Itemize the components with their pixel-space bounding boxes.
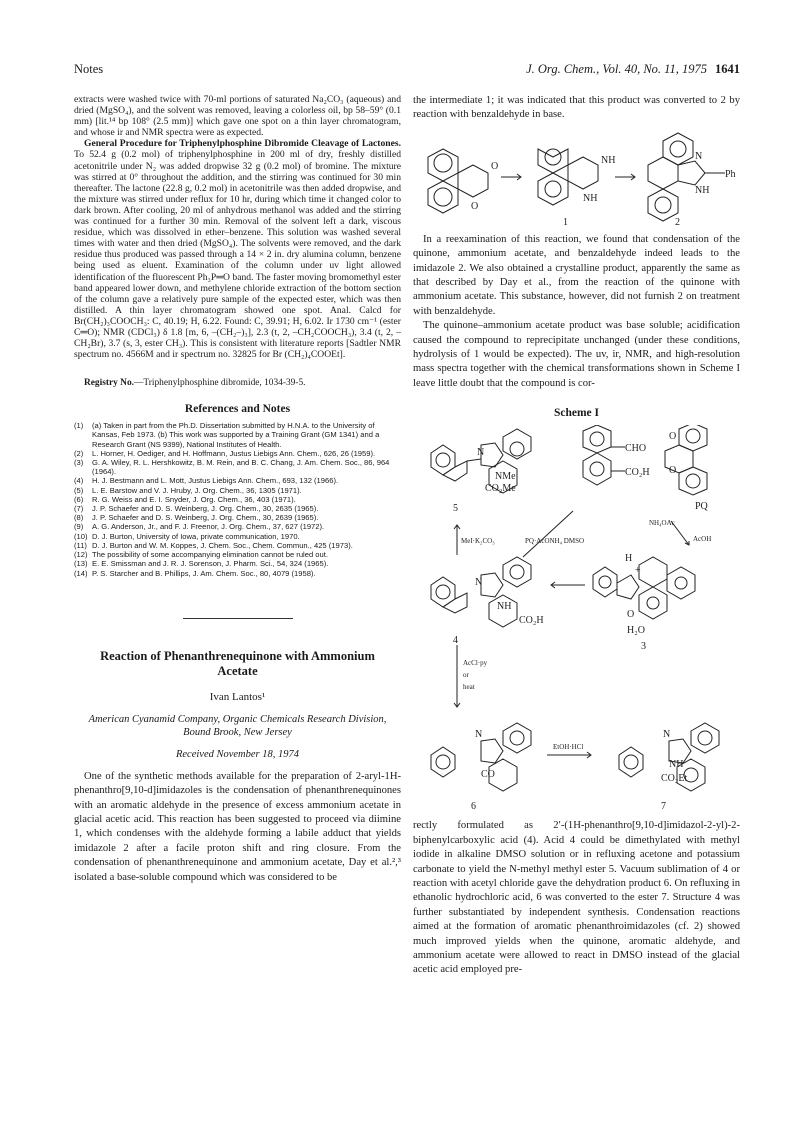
label-7-co2et: CO₂Et [661, 773, 688, 785]
label-7-nh: NH [669, 759, 684, 771]
label-3-plus: + [635, 565, 641, 577]
reagent-heat: heat [463, 683, 475, 692]
reference-item [74, 550, 401, 559]
reference-number: (6) [74, 494, 84, 504]
reference-item [74, 476, 401, 485]
procedure-heading: General Procedure for Triphenylphosphine Dibromide Cleavage of Lactones. [84, 138, 401, 150]
references-list [74, 421, 401, 577]
reference-item [74, 504, 401, 513]
reference-text: The possibility of some accompanying elimination cannot be ruled out. [92, 550, 328, 560]
reagent-pq-dmso: PQ·AcONH₄ DMSO [525, 537, 585, 546]
article-divider [183, 618, 293, 619]
reference-text: L. E. Barstow and V. J. Hruby, J. Org. Chem., 36, 1305 (1971). [92, 485, 302, 495]
reference-text: D. J. Burton and W. M. Koppes, J. Chem. Soc., Chem. Commun., 425 (1973). [92, 540, 353, 550]
reference-item [74, 541, 401, 550]
reagent-etoh-hcl: EtOH·HCl [553, 743, 584, 752]
label-3-h: H [625, 553, 633, 565]
reference-number: (7) [74, 504, 84, 514]
label-co2h-a: CO₂H [625, 467, 650, 479]
reference-text: G. A. Wiley, R. L. Hershkowitz, B. M. Rein, and B. C. Chang, J. Am. Chem. Soc., 86, 964 (1964). [92, 458, 390, 477]
registry-text: —Triphenylphosphine dibromide, 1034-39-5. [134, 378, 306, 389]
reference-text: A. G. Anderson, Jr., and F. J. Freenor, J. Org. Chem., 37, 627 (1972). [92, 522, 325, 532]
reference-number: (5) [74, 485, 84, 495]
imine-nh-1: NH [601, 154, 616, 166]
header-section-name: Notes [74, 62, 104, 76]
label-pq: PQ [695, 501, 708, 513]
imidazole-nh: NH [695, 184, 710, 196]
imine-nh-2: NH [583, 192, 598, 204]
compound-number-5: 5 [453, 503, 458, 515]
reagent-or: or [463, 671, 469, 680]
compound-4-structure [431, 557, 531, 627]
intro-paragraph: One of the synthetic methods available for the preparation of 2-aryl-1H-phenanthro[9,10-d]imidazoles is the condensation of phenanthrenequinones with an aromatic aldehyde in the presence of excess ammonium acetate in glacial acetic acid. This reaction has been suggested to proceed via diimine 1, which condenses with the aldehyde forming a labile adduct that yields imidazole 2 after a facile proton shift and ring closure. From the condensation of phenanthrenequinone and ammonium acetate, Day et al.²,³ isolated a base-soluble compound which was considered to be [74, 770, 401, 883]
reference-number: (13) [74, 559, 88, 569]
registry-label: Registry No. [84, 378, 134, 389]
phenanthrenequinone-structure [428, 149, 488, 213]
right-column [413, 94, 740, 978]
compound-number-4: 4 [453, 635, 458, 647]
label-7-n: N [663, 729, 671, 741]
reference-text: L. Horner, H. Oediger, and H. Hoffmann, Justus Liebigs Ann. Chem., 626, 26 (1959). [92, 448, 376, 458]
reference-item [74, 449, 401, 458]
reference-text: H. J. Bestmann and L. Mott, Justus Liebigs Ann. Chem., 693, 132 (1966). [92, 476, 339, 486]
reference-item [74, 513, 401, 522]
reference-number: (10) [74, 531, 88, 541]
label-cho: CHO [625, 443, 647, 455]
reference-number: (2) [74, 448, 84, 458]
reference-text: J. P. Schaefer and D. S. Weinberg, J. Org. Chem., 30, 2635 (1965). [92, 504, 319, 514]
scheme-title: Scheme I [553, 407, 600, 420]
reference-item [74, 486, 401, 495]
reference-number: (8) [74, 513, 84, 523]
received-date: Received November 18, 1974 [175, 748, 300, 760]
reference-text: (a) Taken in part from the Ph.D. Dissertation submitted by H.N.A. to the University of Kansas, Feb 1973. (b) This work was supported by a Training Grant (GM 1341) and a Research Grant (NS 9399), National Institutes of Health. [92, 421, 380, 449]
reference-item [74, 458, 401, 476]
reference-item [74, 495, 401, 504]
reagent-accl: AcCl·py [463, 659, 488, 668]
reference-item [74, 569, 401, 578]
phenanthroimidazole-structure [648, 133, 725, 221]
label-5-nme: NMe [495, 471, 516, 483]
compound-number-2: 2 [675, 216, 680, 227]
compound-5-structure [431, 429, 531, 493]
label-3-o: O [627, 609, 635, 621]
biphenyl-aldehyde-acid-structure [583, 425, 625, 485]
arrow-to-4-from-pq [523, 511, 573, 557]
reference-number: (1) [74, 421, 84, 431]
reference-text: D. J. Burton, University of Iowa, private communication, 1970. [92, 531, 300, 541]
reference-number: (9) [74, 522, 84, 532]
phenyl-label: Ph [725, 168, 736, 180]
imidazole-n: N [695, 150, 703, 162]
compound-number-1: 1 [563, 216, 568, 227]
label-5-n: N [477, 447, 485, 459]
label-5-co2me: CO₂Me [485, 483, 516, 495]
reference-item [74, 559, 401, 568]
label-6-n: N [475, 729, 483, 741]
label-o-b: O [669, 465, 677, 477]
page-number: 1641 [715, 62, 740, 76]
reference-number: (12) [74, 550, 88, 560]
paragraph-formulation: rectly formulated as 2′-(1H-phenanthro[9,10-d]imidazol-2-yl)-2-biphenylcarboxylic acid (4). Acid 4 could be dimethylated with methyl iodide in alkaline DMSO solution or in refluxing acetone and potassium carbonate to yield the N-methyl methyl ester 5. Vacuum sublimation of 4 or reaction with acetyl chloride gave the dehydration product 6. On refluxing in ethanolic hydrochloric acid, 6 was converted to the ester 7. Structure 4 was further substantiated by independent synthesis. Condensation reactions aimed at the formation of aromatic phenanthroimidazoles (cf. 2) showed much improved yields when the quinone, aromatic aldehyde, and ammonium acetate were allowed to react in DMSO instead of the glacial acetic acid employed pre- [413, 820, 740, 976]
experimental-paragraph-1: extracts were washed twice with 70-ml portions of saturated Na₂CO₃ (aqueous) and dried (MgSO₄), and the solvent was removed, leaving a colorless oil, bp 58–59° (0.1 mm) [lit.¹⁴ bp 108° (2.5 mm)] which gave one spot on a thin layer chromatogram, and whose ir and NMR spectra were as expected. [74, 94, 401, 139]
journal-name: J. Org. Chem., Vol. 40, No. 11, 1975 [526, 62, 707, 76]
running-header [74, 62, 740, 82]
carbonyl-o-1: O [491, 160, 499, 172]
reference-number: (4) [74, 476, 84, 486]
paragraph-product-properties: The quinone–ammonium acetate product was base soluble; acidification caused the compound to reprecipitate unchanged (under these conditions, hydrolysis of 1 would be expected). The uv, ir, NMR, and high-resolution mass spectra together with the chemical transformations shown in Scheme I leave little doubt that the compound is cor- [413, 320, 740, 389]
label-o-a: O [669, 431, 677, 443]
author-affiliation: American Cyanamid Company, Organic Chemicals Research Division, Bound Brook, New Jersey [88, 713, 387, 738]
paragraph-intermediate: the intermediate 1; it was indicated that this product was converted to 2 by reaction with benzaldehyde in base. [413, 95, 740, 121]
article-title: Reaction of Phenanthrenequinone with Ammonium Acetate [100, 648, 375, 678]
scheme-1-figure [413, 425, 740, 815]
reference-text: P. S. Starcher and B. Phillips, J. Am. Chem. Soc., 80, 4079 (1958). [92, 568, 316, 578]
reagent-nh4oac: NH₄OAc [649, 519, 675, 528]
reference-item [74, 522, 401, 531]
reference-text: J. P. Schaefer and D. S. Weinberg, J. Org. Chem., 30, 2639 (1965). [92, 513, 319, 523]
reagent-mei: MeI·K₂CO₃ [461, 537, 495, 546]
author-name: Ivan Lantos¹ [209, 690, 266, 703]
reagent-acoh: AcOH [693, 535, 712, 544]
paragraph-reexamination: In a reexamination of this reaction, we found that condensation of the quinone, ammonium acetate, and benzaldehyde indeed leads to the imidazole 2. We also obtained a crystalline product, apparently the same as that described by Day et al., from the reaction of the quinone with ammonium acetate. This substance, however, did not furnish 2 on treatment with benzaldehyde. [413, 233, 740, 317]
left-column [74, 94, 401, 885]
reference-text: R. G. Weiss and E. I. Snyder, J. Org. Chem., 36, 403 (1971). [92, 494, 296, 504]
reference-text: E. E. Smissman and J. R. J. Sorenson, J. Pharm. Sci., 54, 324 (1965). [92, 559, 329, 569]
reference-item [74, 532, 401, 541]
label-4-nh: NH [497, 601, 512, 613]
compound-number-7: 7 [661, 801, 666, 813]
header-journal-citation [526, 62, 740, 77]
reference-number: (3) [74, 458, 84, 468]
registry-numbers [74, 378, 401, 389]
carbonyl-o-2: O [471, 200, 479, 212]
label-4-co2h: CO₂H [519, 615, 544, 627]
reference-number: (11) [74, 540, 87, 550]
label-6-co: CO [481, 769, 495, 781]
experimental-paragraph-2 [74, 138, 401, 360]
compound-3-structure [593, 557, 695, 619]
reference-item [74, 421, 401, 449]
compound-number-3: 3 [641, 641, 646, 653]
compound-number-6: 6 [471, 801, 476, 813]
label-3-h2o: H₂O [627, 625, 645, 637]
procedure-text: To 52.4 g (0.2 mol) of triphenylphosphine in 200 ml of dry, freshly distilled acetonitrile under N₂ was added dropwise 32 g (0.2 mol) of bromine. The mixture was stirred at 0° throughout the addition, and the stirring was continued for 30 min thereafter. The lactone (22.8 g, 0.2 mol) in acetonitrile was then added dropwise, and the mixture was stirred under reflux for 10 hr, during which time it changed color to dark brown. After cooling, 20 ml of anhydrous methanol was added and the stirring was continued for a further 30 min. Removal of the solvent left a dark, viscous residue, which was dissolved in ether–benzene. This solution was washed several times with water and then dried (MgSO₄). The solvents were removed, and the dark residue thus produced was passed through a 14 × 2 in. dry alumina column, benzene being used as eluent. Examination of the column under uv light allowed identification of the fluorescent Ph₃P═O band. The faster moving bromomethyl ester band appeared lower down, and methylene chloride extraction of the bottom section of the column gave a relatively pure sample of the expected ester, which was then distilled. A thin layer chromatogram showed one spot. Anal. Calcd for Br(CH₂)₃COOCH₃: C, 40.19; H, 6.22. Found: C, 39.91; H, 6.02. Ir 1730 cm⁻¹ (ester C═O); NMR (CDCl₃) δ 1.8 [m, 6, –(CH₂–)₃], 2.3 (t, 2, –CH₂COOCH₃), 3.4 (t, 2, –CH₂Br), 3.7 (s, 3, ester CH₃). This is consistent with literature reports [Sadtler NMR spectrum no. 4566M and ir spectrum no. 32825 for Br (CH₂)₄COOEt]. [74, 149, 401, 361]
reaction-equation-1 [413, 129, 740, 227]
references-heading: References and Notes [184, 403, 291, 416]
reference-number: (14) [74, 568, 88, 578]
label-4-n: N [475, 577, 483, 589]
